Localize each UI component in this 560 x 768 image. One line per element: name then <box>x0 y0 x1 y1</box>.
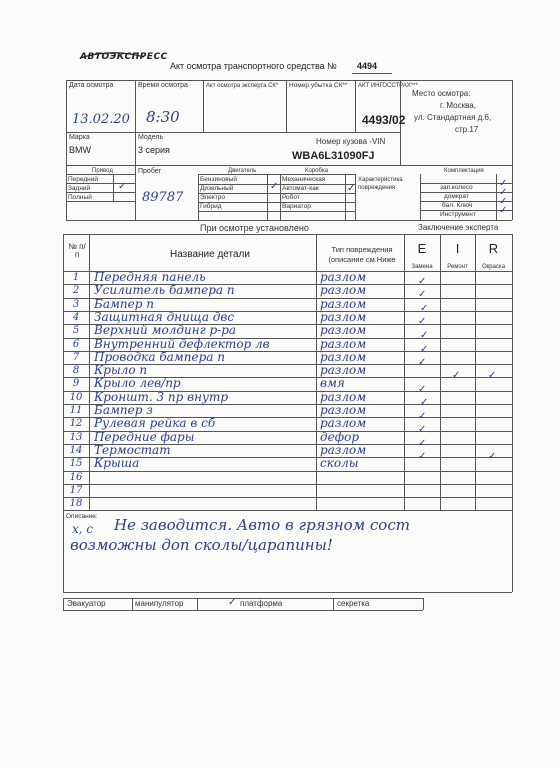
rule <box>355 174 356 220</box>
row-damage-type: разлом <box>320 270 367 284</box>
found-label: При осмотре установлено <box>200 223 309 233</box>
description-label: Описание: <box>66 513 98 520</box>
row-part-name: Усилитель бампера п <box>94 283 235 298</box>
place-line1: г. Москва, <box>440 101 476 110</box>
rule <box>345 174 346 220</box>
place-label: Место осмотра: <box>412 89 471 98</box>
row-part-name: Крыло лев/пр <box>94 376 181 391</box>
rule <box>66 80 67 220</box>
rule <box>198 174 199 220</box>
act-title: Акт осмотра транспортного средства № <box>170 61 337 71</box>
place-line3: стр.17 <box>455 125 479 134</box>
check-mark-icon: ✓ <box>499 178 508 189</box>
check-mark-icon: ✓ <box>488 370 497 381</box>
row-damage-type: разлом <box>320 442 367 457</box>
row-rule <box>63 471 512 472</box>
gearbox-variator: Вариатор <box>282 203 311 210</box>
gearbox-label: Коробка <box>305 168 329 174</box>
row-damage-type: разлом <box>320 389 367 404</box>
check-mark-icon: ✓ <box>418 438 427 449</box>
rule <box>267 174 268 220</box>
mileage-label: Пробег <box>138 168 162 175</box>
kit-spare: зап.колесо <box>440 184 473 191</box>
model-value: 3 серия <box>138 145 170 155</box>
row-part-name: Передняя панель <box>94 270 206 284</box>
rule <box>420 174 421 220</box>
row-part-name: Передние фары <box>94 429 195 444</box>
row-part-name: Термостат <box>94 442 171 457</box>
mileage-value: 89787 <box>142 190 184 205</box>
row-part-name: Кроншт. 3 пр внутр <box>94 389 229 404</box>
row-damage-type: разлом <box>320 336 367 351</box>
row-number: 7 <box>72 351 80 363</box>
footer-evacuator: Эвакуатор <box>67 599 106 608</box>
check-mark-icon: ✓ <box>420 344 429 355</box>
col-damage-header: Тип повреждения (описание см.Ниже <box>328 245 396 264</box>
place-line2: ул. Стандартная д.6, <box>414 113 492 122</box>
row-damage-type: вмя <box>320 376 345 391</box>
rule <box>423 598 424 610</box>
rule <box>440 234 441 510</box>
gearbox-auto: Автомат-как <box>282 185 319 192</box>
row-number: 9 <box>72 378 80 390</box>
rule <box>63 598 64 610</box>
row-number: 15 <box>69 458 83 470</box>
row-part-name: Бампер з <box>94 403 153 417</box>
ingos-act-label: АКТ ИНГОССТРАХ*** <box>358 83 418 89</box>
rule <box>89 234 90 510</box>
kit-jack: домкрат <box>444 193 469 200</box>
check-mark-icon: ✓ <box>228 597 237 608</box>
check-mark-icon: ✓ <box>499 187 508 198</box>
row-part-name: Крыша <box>94 456 140 471</box>
row-part-name: Защитная днища двс <box>94 309 235 324</box>
col-num-header: № п/п <box>68 242 86 259</box>
gearbox-manual: Механическая <box>282 176 326 183</box>
row-part-name: Крыло п <box>94 363 148 378</box>
expert-act-label: Акт осмотра эксперта СК* <box>206 83 279 89</box>
act-number-underline <box>352 73 392 74</box>
ingos-act-value: 4493/02 <box>362 113 406 127</box>
row-damage-type: дефор <box>320 429 360 444</box>
gearbox-robot: Робот <box>282 194 300 201</box>
engine-diesel: Дизельный <box>200 185 234 192</box>
row-number: 5 <box>72 325 80 337</box>
rule <box>198 211 355 212</box>
row-number: 11 <box>69 405 83 416</box>
check-mark-icon: ✓ <box>418 424 427 435</box>
rule <box>404 234 405 510</box>
check-mark-icon: ✓ <box>420 397 429 408</box>
check-mark-icon: ✓ <box>420 303 429 314</box>
row-number: 16 <box>69 471 83 483</box>
date-value: 13.02.20 <box>72 112 130 127</box>
check-mark-icon: ✓ <box>499 196 508 207</box>
rule <box>113 174 114 201</box>
drive-front: Передний <box>68 176 99 183</box>
make-value: BMW <box>69 145 91 155</box>
row-number: 2 <box>72 285 80 297</box>
check-mark-icon: ✓ <box>270 181 279 192</box>
col-e-sub: Замена <box>411 264 433 270</box>
row-number: 13 <box>69 431 83 443</box>
engine-hybrid: Гибрид <box>200 203 222 210</box>
row-number: 18 <box>69 498 83 510</box>
footer-platform: платформа <box>240 599 283 608</box>
rule <box>512 510 513 592</box>
rule <box>203 80 204 132</box>
rule <box>63 510 64 592</box>
row-part-name: Верхний молдинг р-ра <box>94 323 237 338</box>
check-mark-icon: ✓ <box>347 183 356 194</box>
row-damage-type: разлом <box>320 363 367 378</box>
engine-petrol: Бензиновый <box>200 176 238 183</box>
rule <box>63 592 512 593</box>
damage-char-label: Характеристика повреждения <box>358 177 403 191</box>
row-damage-type: разлом <box>320 283 367 298</box>
rule <box>198 174 355 175</box>
rule <box>280 174 281 220</box>
description-line1: Не заводится. Авто в грязном сост <box>114 516 410 534</box>
check-mark-icon: ✓ <box>118 181 127 192</box>
drive-full: Полный <box>68 194 92 201</box>
engine-label: Двигатель <box>228 168 257 174</box>
time-label: Время осмотра <box>138 82 188 89</box>
row-damage-type: разлом <box>320 296 367 311</box>
kit-key: бал. Ключ <box>442 202 473 209</box>
rule <box>355 80 356 132</box>
row-number: 4 <box>72 311 80 323</box>
col-e-header: E <box>417 241 427 256</box>
rule <box>63 234 512 235</box>
row-number: 14 <box>69 444 83 456</box>
check-mark-icon: ✓ <box>418 411 427 422</box>
kit-tools: Инструмент <box>440 211 476 218</box>
rule <box>512 234 513 510</box>
row-damage-type: разлом <box>320 403 367 417</box>
loss-number-label: Номер убытка СК** <box>289 82 348 89</box>
rule <box>63 510 512 511</box>
row-number: 12 <box>69 418 83 430</box>
rule <box>63 610 423 611</box>
rule <box>286 80 287 132</box>
check-mark-icon: ✓ <box>452 370 461 381</box>
footer-manipulator: манипулятор <box>135 599 184 608</box>
check-mark-icon: ✓ <box>499 205 508 216</box>
row-damage-type: сколы <box>320 456 359 471</box>
check-mark-icon: ✓ <box>418 316 427 327</box>
rule <box>66 165 512 166</box>
col-r-sub: Окраска <box>481 264 506 270</box>
col-i-sub: Ремонт <box>447 264 468 270</box>
rule <box>475 234 476 510</box>
check-mark-icon: ✓ <box>418 451 427 462</box>
rule <box>135 80 136 220</box>
rule <box>66 80 512 81</box>
row-damage-type: разлом <box>320 416 367 431</box>
row-number: 10 <box>69 391 83 403</box>
check-mark-icon: ✓ <box>418 289 427 300</box>
row-part-name: Внутренний дефлектор лв <box>94 336 270 351</box>
company-logo: АВТОЭКСПРЕСС <box>80 52 168 62</box>
footer-secret: секретка <box>337 599 370 608</box>
row-part-name: Рулевая рейка в сб <box>94 416 216 431</box>
rule <box>316 234 317 510</box>
time-value: 8:30 <box>146 108 180 126</box>
check-mark-icon: ✓ <box>418 357 427 368</box>
row-rule <box>63 497 512 498</box>
check-mark-icon: ✓ <box>420 330 429 341</box>
make-label: Марка <box>69 134 90 141</box>
description-prefix: х, с <box>72 522 94 536</box>
check-mark-icon: ✓ <box>418 276 427 287</box>
vin-value: WBA6L31090FJ <box>292 150 375 162</box>
col-part-header: Название детали <box>170 249 250 260</box>
description-line2: возможны доп сколы/царапины! <box>70 536 333 554</box>
vin-label: Номер кузова -VIN <box>316 137 386 146</box>
expert-conclusion-label: Заключение эксперта <box>418 223 499 232</box>
engine-electric: Электро <box>200 194 225 201</box>
rule <box>512 80 513 220</box>
row-number: 1 <box>72 272 80 283</box>
row-number: 8 <box>72 365 80 377</box>
date-label: Дата осмотра <box>69 82 114 89</box>
row-damage-type: разлом <box>320 323 367 338</box>
col-i-header: I <box>455 241 460 256</box>
model-label: Модель <box>138 134 164 141</box>
row-rule <box>63 484 512 485</box>
logo-swoosh <box>78 46 146 54</box>
rule <box>496 174 497 220</box>
kit-label: Комплектация <box>444 168 484 174</box>
row-number: 3 <box>72 298 80 310</box>
act-number: 4494 <box>357 61 378 71</box>
row-damage-type: разлом <box>320 349 367 364</box>
row-part-name: Проводка бампера п <box>94 349 225 364</box>
row-damage-type: разлом <box>320 309 367 324</box>
row-part-name: Бампер п <box>94 296 154 311</box>
rule <box>66 220 512 221</box>
rule <box>66 132 400 133</box>
rule <box>197 598 198 610</box>
col-r-header: R <box>488 241 499 256</box>
row-number: 6 <box>72 338 80 350</box>
row-number: 17 <box>69 484 83 496</box>
rule <box>132 598 133 610</box>
drive-label: Привод <box>92 168 113 174</box>
check-mark-icon: ✓ <box>418 384 427 395</box>
drive-rear: Задний <box>68 185 91 192</box>
check-mark-icon: ✓ <box>488 451 497 462</box>
rule <box>333 598 334 610</box>
